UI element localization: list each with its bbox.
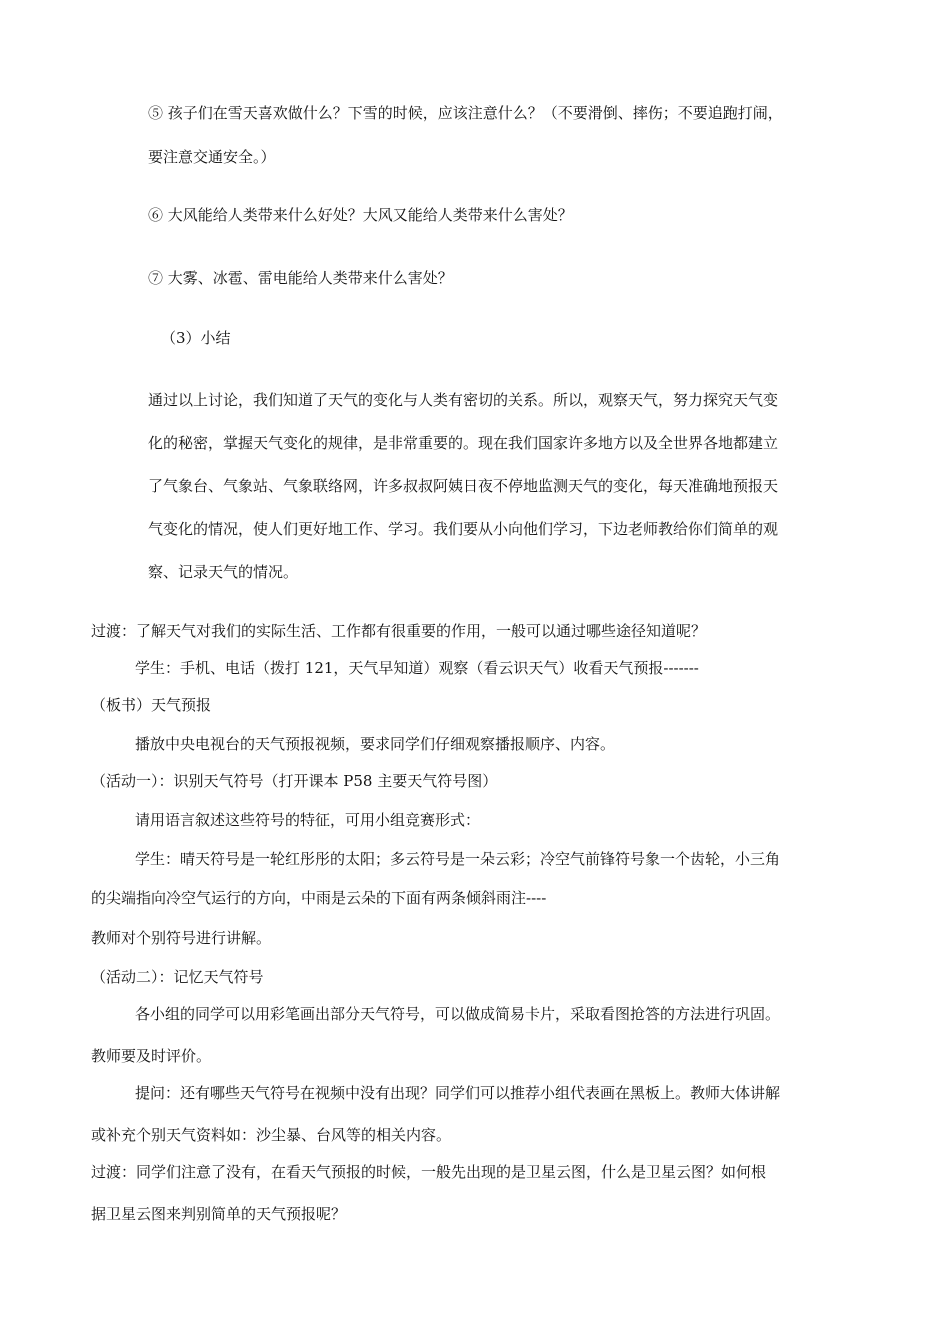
board-note: （板书）天气预报 <box>91 696 212 714</box>
summary-line-2: 化的秘密，掌握天气变化的规律，是非常重要的。现在我们国家许多地方以及全世界各地都建立 <box>148 434 779 452</box>
question-5-line-2: 要注意交通安全。） <box>148 148 276 166</box>
groups-line-1: 各小组的同学可以用彩笔画出部分天气符号，可以做成简易卡片，采取看图抢答的方法进行巩固。 <box>135 1005 781 1023</box>
activity-1-heading: （活动一）：识别天气符号（打开课本 P58 主要天气符号图） <box>91 772 498 790</box>
question-line-2: 或补充个别天气资料如：沙尘暴、台风等的相关内容。 <box>91 1126 452 1144</box>
question-6: ⑥ 大风能给人类带来什么好处？大风又能给人类带来什么害处？ <box>148 206 573 224</box>
transition-2-line-1: 过渡：同学们注意了没有，在看天气预报的时候，一般先出现的是卫星云图，什么是卫星云图？如何根 <box>91 1163 767 1181</box>
summary-line-1: 通过以上讨论，我们知道了天气的变化与人类有密切的关系。所以，观察天气，努力探究天气变 <box>148 391 779 409</box>
question-line-1: 提问：还有哪些天气符号在视频中没有出现？同学们可以推荐小组代表画在黑板上。教师大体讲解 <box>135 1084 781 1102</box>
student-answer-2-line-1: 学生：晴天符号是一轮红彤彤的太阳；多云符号是一朵云彩；冷空气前锋符号象一个齿轮，小三角 <box>135 850 781 868</box>
transition-2-line-2: 据卫星云图来判别简单的天气预报呢？ <box>91 1205 347 1223</box>
student-answer-1: 学生：手机、电话（拨打 121，天气早知道）观察（看云识天气）收看天气预报------- <box>135 659 699 677</box>
student-answer-2-line-2: 的尖端指向冷空气运行的方向，中雨是云朵的下面有两条倾斜雨注---- <box>91 889 547 907</box>
summary-line-3: 了气象台、气象站、气象联络网，许多叔叔阿姨日夜不停地监测天气的变化，每天准确地预报天 <box>148 477 779 495</box>
transition-1: 过渡：了解天气对我们的实际生活、工作都有很重要的作用，一般可以通过哪些途径知道呢？ <box>91 622 707 640</box>
summary-line-5: 察、记录天气的情况。 <box>148 563 299 581</box>
play-video-instruction: 播放中央电视台的天气预报视频，要求同学们仔细观察播报顺序、内容。 <box>135 735 616 753</box>
summary-line-4: 气变化的情况，使人们更好地工作、学习。我们要从小向他们学习，下边老师教给你们简单的观 <box>148 520 779 538</box>
describe-instruction: 请用语言叙述这些符号的特征，可用小组竞赛形式： <box>135 811 481 829</box>
summary-heading: （3）小结 <box>161 329 231 347</box>
activity-2-heading: （活动二）：记忆天气符号 <box>91 968 264 986</box>
question-7: ⑦ 大雾、冰雹、雷电能给人类带来什么害处？ <box>148 269 453 287</box>
teacher-explain: 教师对个别符号进行讲解。 <box>91 929 272 947</box>
question-5-line-1: ⑤ 孩子们在雪天喜欢做什么？下雪的时候，应该注意什么？（不要滑倒、摔伤；不要追跑打闹， <box>148 104 783 122</box>
groups-line-2: 教师要及时评价。 <box>91 1047 212 1065</box>
